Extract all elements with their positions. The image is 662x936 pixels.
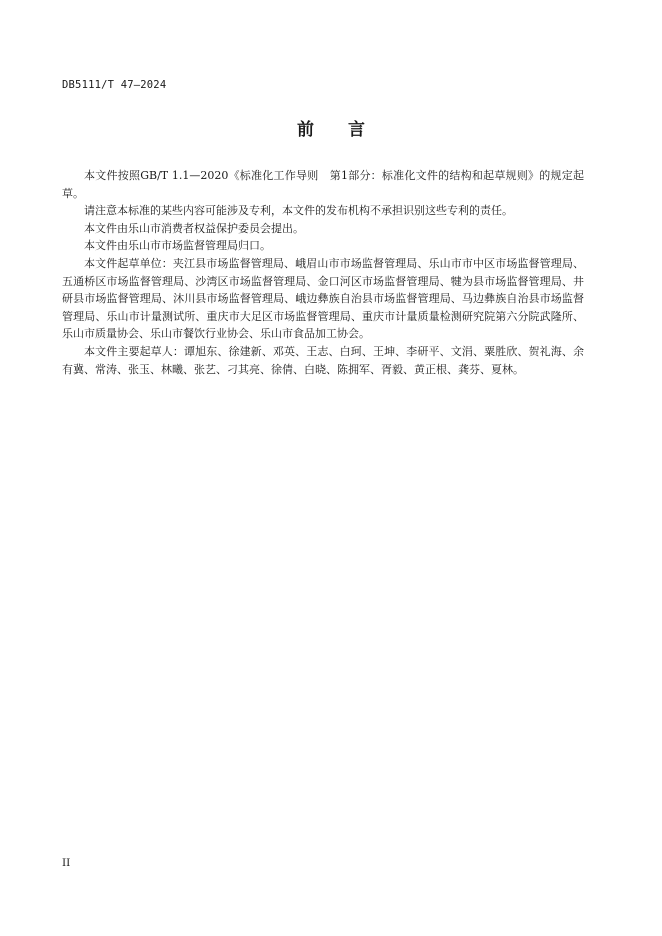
paragraph-proposer: 本文件由乐山市消费者权益保护委员会提出。 (84, 221, 304, 235)
page-number: II (62, 857, 71, 869)
paragraph-patent-notice: 请注意本标准的某些内容可能涉及专利，本文件的发布机构不承担识别这些专利的责任。 (84, 204, 513, 218)
paragraph-drafting-units: 本文件起草单位：夹江县市场监督管理局、峨眉山市市场监督管理局、乐山市市中区市场监督管理局、五通桥区市场监督管理局、沙湾区市场监督管理局、金口河区市场监督管理局、犍为县市场监督管理局、井研县市场监督管理局、沐川县市场监督管理局、峨边彝族自治县市场监督管理局、马边彝族自治县市场监督管理局、乐山市计量测试所、重庆市大足区市场监督管理局、重庆市计量质量检测研究院第六分院武隆所、乐山市质量协会、乐山市餐饮行业协会、乐山市食品加工协会。 (62, 256, 584, 341)
heading-char-1: 前 (297, 120, 314, 140)
foreword-body (62, 167, 584, 378)
paragraph-administrator: 本文件由乐山市市场监督管理局归口。 (84, 239, 271, 253)
section-heading (0, 115, 662, 140)
document-code: DB5111/T 47—2024 (62, 79, 167, 91)
paragraph-drafting-rules: 本文件按照GB/T 1.1—2020《标准化工作导则 第1部分：标准化文件的结构和起草规则》的规定起草。 (62, 169, 584, 200)
paragraph-drafters: 本文件主要起草人：谭旭东、徐建新、邓英、王志、白珂、王坤、李研平、文涓、粟胜欣、贺礼海、余有冀、常涛、张玉、林曦、张艺、刁其亮、徐倩、白晓、陈拥军、胥毅、黄正根、龚芬、夏林。 (62, 344, 584, 376)
heading-char-2: 言 (348, 120, 365, 140)
